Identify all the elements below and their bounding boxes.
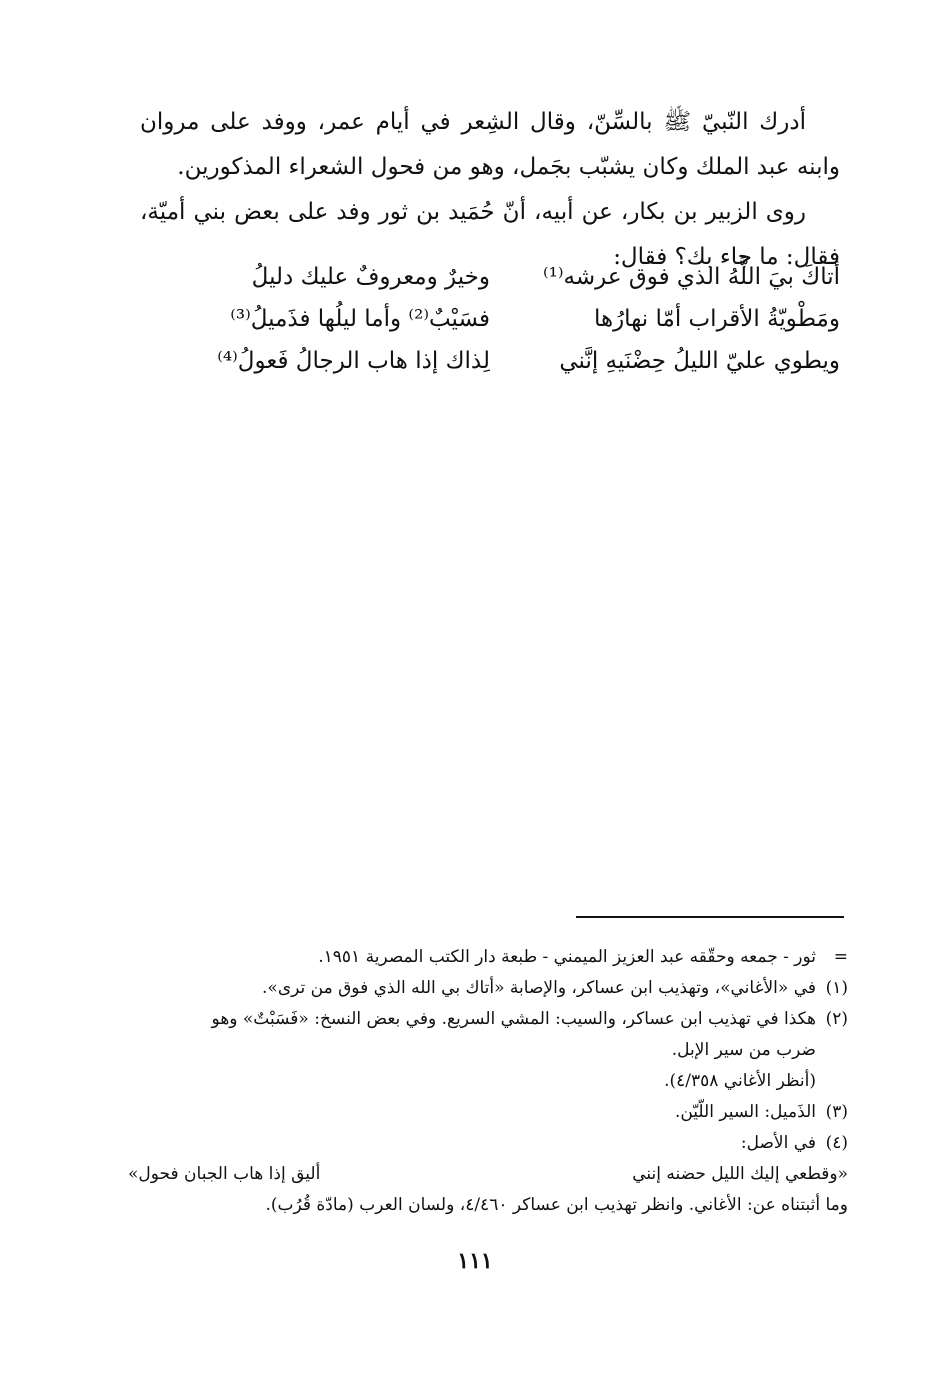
- footnote-2-line-3: (أنظر الأغاني ٤/٣٥٨).: [664, 1071, 816, 1091]
- verse-2: [140, 306, 840, 348]
- footnote-continued-marker: =: [833, 947, 848, 967]
- paragraph-2-line-2: أميّة، فقال: ما جاء بك؟ فقال:: [140, 199, 840, 270]
- footnote-3: [128, 1097, 848, 1128]
- footnotes: [128, 942, 848, 1221]
- paragraph-1-line-1: أدرك النّبيّ ﷺ بالسِّنّ، وقال الشِعر في أيام عمر، ووفد على مروان: [140, 109, 806, 135]
- footnote-3-number: (٣): [825, 1102, 848, 1122]
- footnote-continued-text: ثور - جمعه وحقّقه عبد العزيز الميمني - طبعة دار الكتب المصرية ١٩٥١.: [318, 947, 816, 967]
- footnote-3-text: الذَميل: السير اللّيّن.: [674, 1102, 816, 1122]
- footnote-4-after: وما أثبتناه عن: الأغاني. وانظر تهذيب ابن عساكر ٤/٤٦٠، ولسان العرب (مادّة قُرُب).: [265, 1195, 848, 1215]
- footnote-separator: [576, 916, 844, 918]
- page-number: ١١١: [457, 1248, 493, 1274]
- verse-1-first-hemistich: أتاكَ بيَ اللَّهُ الذي فوق عرشه⁽¹⁾: [543, 264, 840, 290]
- verse-3-second-hemistich: لِذاك إذا هاب الرجالُ فَعولُ⁽⁴⁾: [217, 348, 490, 374]
- paragraph-1-line-2: وابنه عبد الملك وكان يشبّب بجَمل، وهو من فحول الشعراء المذكورين.: [177, 154, 840, 180]
- verse-2-first-hemistich: ومَطْويّةُ الأقراب أمّا نهارُها: [593, 306, 840, 332]
- footnote-2: [128, 1004, 848, 1097]
- footnote-4-verse-first-hemistich: «وقطعي إليك الليل حضنه إنني: [632, 1164, 848, 1184]
- footnote-2-number: (٢): [825, 1009, 848, 1029]
- footnote-1-text: في «الأغاني»، وتهذيب ابن عساكر، والإصابة «أتاك بي الله الذي فوق من ترى».: [262, 978, 816, 998]
- main-text: [140, 100, 840, 280]
- footnote-4-number: (٤): [825, 1133, 848, 1153]
- footnote-4: [128, 1128, 848, 1159]
- verse-1: [140, 264, 840, 306]
- footnote-1-number: (١): [825, 978, 848, 998]
- verse-3-first-hemistich: ويطوي عليّ الليلُ حِضْنَيهِ إنَّني: [559, 348, 840, 374]
- paragraph-2-line-1: روى الزبير بن بكار، عن أبيه، أنّ حُمَيد بن ثور وفد على بعض بني: [193, 199, 806, 225]
- footnote-2-line-2: ضرب من سير الإبل.: [671, 1040, 816, 1060]
- poem: [140, 264, 840, 390]
- verse-2-second-hemistich: فسَيْبٌ⁽²⁾ وأما ليلُها فذَميلُ⁽³⁾: [230, 306, 490, 332]
- footnote-4-text: في الأصل:: [740, 1133, 816, 1153]
- footnote-4-verse-second-hemistich: أليق إذا هاب الجبان فحول»: [128, 1164, 321, 1184]
- verse-3: [140, 348, 840, 390]
- footnote-1: [128, 973, 848, 1004]
- paragraph-1: [140, 100, 840, 190]
- footnote-continued: [128, 942, 848, 973]
- footnote-4-verse: [128, 1159, 848, 1190]
- verse-1-second-hemistich: وخيرٌ ومعروفٌ عليك دليلُ: [251, 264, 490, 290]
- footnote-2-line-1: هكذا في تهذيب ابن عساكر، والسيب: المشي السريع. وفي بعض النسخ: «فَسَبْتٌ» وهو: [211, 1009, 816, 1029]
